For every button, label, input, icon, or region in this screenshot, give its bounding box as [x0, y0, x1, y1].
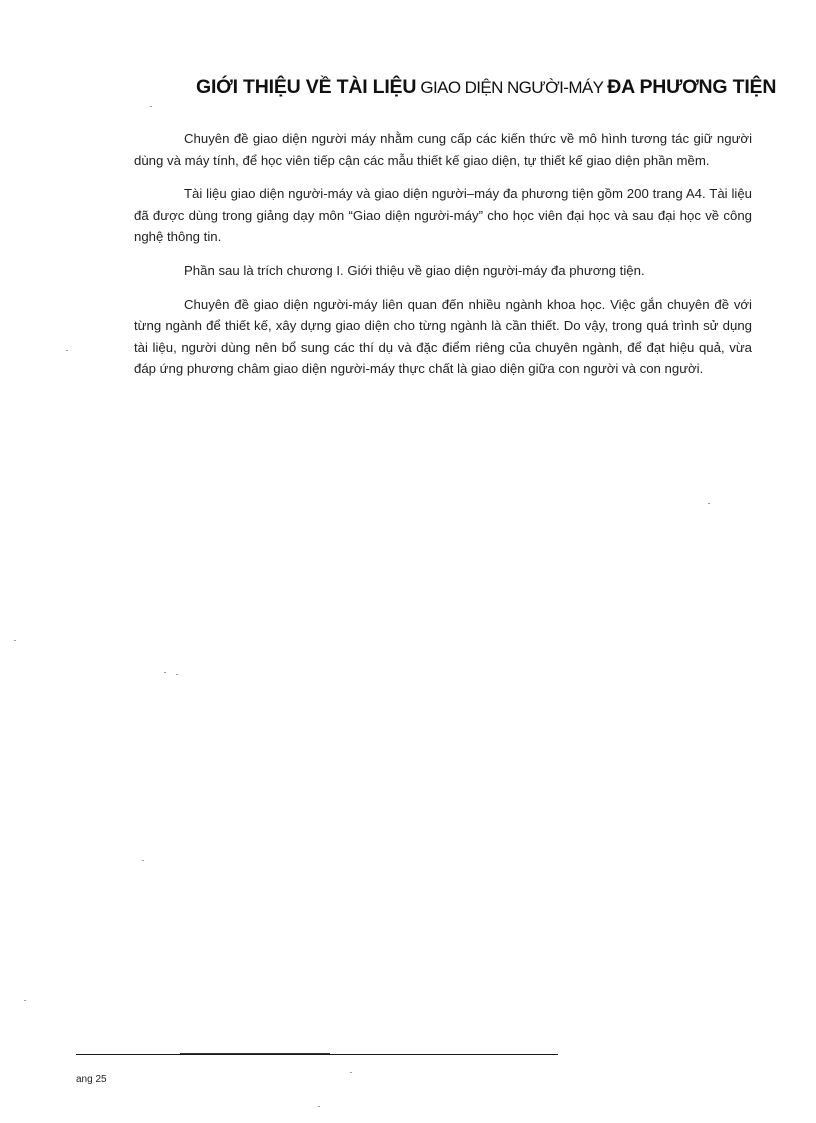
scan-speck — [318, 1106, 320, 1107]
scan-speck — [164, 672, 166, 673]
scan-speck — [350, 1072, 352, 1073]
scan-speck — [14, 640, 16, 641]
scan-speck — [142, 860, 144, 861]
footer-divider-overlay — [180, 1053, 330, 1054]
document-title — [196, 76, 796, 99]
title-part-subject: GIAO DIỆN NGƯỜI-MÁY — [416, 78, 608, 97]
paragraph-2: Tài liệu giao diện người-máy và giao diện người–máy đa phương tiện gồm 200 trang A4. Tài liệu đã được dùng trong giảng dạy môn “Giao diện người-máy” cho học viên đại học và sau đại học về công nghệ thông tin. — [134, 186, 752, 245]
title-part-intro: GIỚI THIỆU VỀ TÀI LIỆU — [196, 76, 417, 98]
scan-speck — [66, 350, 68, 351]
paragraph-3: Phần sau là trích chương I. Giới thiệu về giao diện người-máy đa phương tiện. — [184, 262, 645, 278]
document-body — [134, 128, 752, 392]
paragraph-1: Chuyên đề giao diện người máy nhằm cung cấp các kiến thức về mô hình tương tác giữ người dùng và máy tính, để học viên tiếp cận các mẫu thiết kế giao diện, tự thiết kế giao diện phần mềm. — [134, 131, 752, 168]
scan-speck — [24, 1000, 26, 1001]
footer-divider — [76, 1054, 558, 1055]
paragraph-4: Chuyên đề giao diện người-máy liên quan đến nhiều ngành khoa học. Việc gắn chuyên đề với từng ngành để thiết kế, xây dựng giao diện cho từng ngành là cần thiết. Do vậy, trong quá trình sử dụng tài liệu, người dùng nên bổ sung các thí dụ và đặc điểm riêng của chuyên ngành, để đạt hiệu quả, vừa đáp ứng phương châm giao diện người-máy thực chất là giao diện giữa con người và con người. — [134, 296, 752, 377]
scan-speck — [708, 503, 710, 504]
scan-speck — [150, 106, 152, 107]
page-number: ang 25 — [76, 1074, 107, 1085]
scan-speck — [176, 674, 178, 675]
title-part-multimedia: ĐA PHƯƠNG TIỆN — [607, 76, 777, 98]
